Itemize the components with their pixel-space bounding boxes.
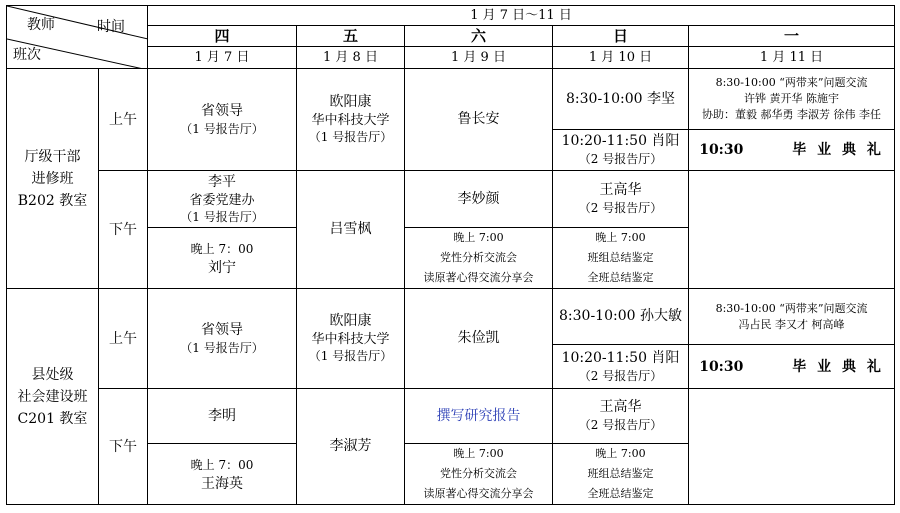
lecturer-name: 省领导 bbox=[201, 102, 243, 119]
lecturer-org: 省委党建办 bbox=[189, 192, 255, 208]
lecturer-name: 刘宁 bbox=[208, 259, 236, 276]
class-1-pm-fri bbox=[297, 171, 405, 289]
class-1-pm-mon-empty bbox=[689, 171, 895, 289]
evening-time: 晚上 7:00 bbox=[595, 447, 646, 460]
lecturer-name: 王海英 bbox=[201, 475, 243, 492]
evening-activity-2: 全班总结鉴定 bbox=[587, 271, 654, 284]
lecture-place: （1 号报告厅） bbox=[180, 209, 264, 224]
class-1-am-sun-first bbox=[553, 69, 689, 130]
class-1-pm-sun bbox=[553, 171, 689, 228]
lecturer-name: 欧阳康 bbox=[329, 94, 372, 110]
teacher-label: 教师 bbox=[27, 17, 55, 33]
lecturer-name: 省领导 bbox=[201, 321, 243, 338]
graduation-time: 10:30 bbox=[699, 142, 744, 158]
class-2-evening-thu bbox=[148, 444, 297, 505]
class-1-am-thu bbox=[148, 69, 297, 171]
class-1-name-line3: B202 教室 bbox=[17, 192, 88, 209]
date-fri: 1 月 8 日 bbox=[297, 47, 405, 69]
exchange-assistants: 协助：董毅 郝华勇 李淑芳 徐伟 李任 bbox=[702, 108, 882, 121]
evening-activity-1: 党性分析交流会 bbox=[440, 251, 517, 264]
evening-activity-1: 党性分析交流会 bbox=[440, 467, 517, 480]
exchange-speakers: 冯占民 李又才 柯高峰 bbox=[738, 317, 845, 331]
date-sun: 1 月 10 日 bbox=[553, 47, 689, 69]
class-2-name-line2: 社会建设班 bbox=[17, 388, 88, 405]
class-2-evening-sun bbox=[553, 444, 689, 505]
research-report-task: 撰写研究报告 bbox=[436, 407, 521, 424]
class-2-am-sun-first bbox=[553, 289, 689, 345]
date-sat: 1 月 9 日 bbox=[405, 47, 553, 69]
class-2-am-fri bbox=[297, 289, 405, 389]
date-range: 1 月 7 日～11 日 bbox=[148, 6, 895, 26]
evening-activity-1: 班组总结鉴定 bbox=[587, 467, 654, 480]
lecture-place: （1 号报告厅） bbox=[308, 349, 393, 363]
class-2-pm-mon-empty bbox=[689, 389, 895, 505]
lecture-place: （2 号报告厅） bbox=[578, 368, 663, 383]
class-2-name-line1: 县处级 bbox=[31, 366, 74, 383]
class-2-name-line3: C201 教室 bbox=[17, 410, 88, 427]
date-mon: 1 月 11 日 bbox=[689, 47, 895, 69]
class-1-pm-sat bbox=[405, 171, 553, 228]
weekday-sun: 日 bbox=[553, 26, 689, 47]
lecturer-name: 李妙颜 bbox=[457, 190, 500, 207]
evening-time: 晚上 7：00 bbox=[190, 241, 254, 256]
class-1-name-line2: 进修班 bbox=[31, 170, 74, 187]
class-2-am-sun-second bbox=[553, 345, 689, 389]
weekday-thu: 四 bbox=[148, 26, 297, 47]
lecturer-org: 华中科技大学 bbox=[311, 332, 390, 347]
lecturer-name: 鲁长安 bbox=[457, 111, 500, 127]
evening-time: 晚上 7:00 bbox=[595, 231, 646, 244]
lecturer-org: 华中科技大学 bbox=[311, 113, 390, 128]
lecture-place: （1 号报告厅） bbox=[308, 130, 393, 144]
session-text: 8:30-10:00 李坚 bbox=[566, 90, 675, 107]
class-1-afternoon-label: 下午 bbox=[99, 171, 148, 289]
lecture-place: （2 号报告厅） bbox=[578, 418, 663, 432]
lecturer-name: 朱俭凯 bbox=[457, 330, 500, 346]
lecturer-name: 李明 bbox=[208, 407, 236, 424]
lecturer-name: 李淑芳 bbox=[329, 438, 372, 454]
class-1-name bbox=[7, 69, 99, 289]
evening-time: 晚上 7:00 bbox=[453, 447, 504, 460]
evening-activity-2: 全班总结鉴定 bbox=[587, 487, 654, 500]
exchange-title: 8:30-10:00 “两带来”问题交流 bbox=[715, 76, 868, 89]
class-1-evening-sun bbox=[553, 228, 689, 289]
class-label: 班次 bbox=[13, 47, 41, 63]
session-text: 10:20-11:50 肖阳 bbox=[561, 349, 680, 366]
evening-activity-2: 读原著心得交流分享会 bbox=[423, 271, 534, 284]
session-text: 10:20-11:50 肖阳 bbox=[561, 133, 680, 149]
weekday-mon: 一 bbox=[689, 26, 895, 47]
lecture-place: （1 号报告厅） bbox=[180, 340, 264, 355]
class-1-name-line1: 厅级干部 bbox=[24, 148, 81, 165]
date-thu: 1 月 7 日 bbox=[148, 47, 297, 69]
lecturer-name: 欧阳康 bbox=[329, 313, 372, 329]
class-2-pm-sun bbox=[553, 389, 689, 444]
class-2-am-sat bbox=[405, 289, 553, 389]
class-2-pm-thu bbox=[148, 389, 297, 444]
lecturer-name: 王高华 bbox=[599, 182, 642, 198]
class-1-morning-label: 上午 bbox=[99, 69, 148, 171]
class-1-evening-sat bbox=[405, 228, 553, 289]
lecture-place: （2 号报告厅） bbox=[578, 152, 663, 166]
class-2-morning-label: 上午 bbox=[99, 289, 148, 389]
class-2-graduation bbox=[689, 345, 895, 389]
class-1-graduation bbox=[689, 130, 895, 171]
session-text: 8:30-10:00 孙大敏 bbox=[559, 308, 682, 324]
lecture-place: （1 号报告厅） bbox=[180, 121, 264, 136]
graduation-title: 毕 业 典 礼 bbox=[792, 358, 884, 375]
evening-activity-1: 班组总结鉴定 bbox=[587, 251, 654, 264]
class-2-pm-sat bbox=[405, 389, 553, 444]
class-2-am-mon-exchange bbox=[689, 289, 895, 345]
class-1-am-sat bbox=[405, 69, 553, 171]
class-1-pm-thu bbox=[148, 171, 297, 228]
lecturer-name: 吕雪枫 bbox=[329, 221, 372, 237]
weekday-sat: 六 bbox=[405, 26, 553, 47]
class-2-name bbox=[7, 289, 99, 505]
graduation-time: 10:30 bbox=[699, 358, 744, 375]
class-1-evening-thu bbox=[148, 228, 297, 289]
schedule-table bbox=[6, 5, 895, 505]
class-2-am-thu bbox=[148, 289, 297, 389]
lecturer-name: 王高华 bbox=[599, 399, 642, 415]
class-2-afternoon-label: 下午 bbox=[99, 389, 148, 505]
exchange-title: 8:30-10:00 “两带来”问题交流 bbox=[715, 301, 868, 315]
header-corner-cell bbox=[7, 6, 148, 69]
class-2-pm-fri bbox=[297, 389, 405, 505]
lecturer-name: 李平 bbox=[208, 173, 236, 190]
class-1-am-fri bbox=[297, 69, 405, 171]
class-1-am-sun-second bbox=[553, 130, 689, 171]
evening-time: 晚上 7：00 bbox=[190, 457, 254, 472]
evening-activity-2: 读原著心得交流分享会 bbox=[423, 487, 534, 500]
exchange-speakers: 许铧 黄开华 陈施宇 bbox=[744, 92, 840, 105]
time-label: 时间 bbox=[97, 19, 125, 35]
class-1-am-mon-exchange bbox=[689, 69, 895, 130]
weekday-fri: 五 bbox=[297, 26, 405, 47]
lecture-place: （2 号报告厅） bbox=[578, 201, 663, 215]
graduation-title: 毕 业 典 礼 bbox=[792, 142, 884, 158]
evening-time: 晚上 7:00 bbox=[453, 231, 504, 244]
class-2-evening-sat bbox=[405, 444, 553, 505]
